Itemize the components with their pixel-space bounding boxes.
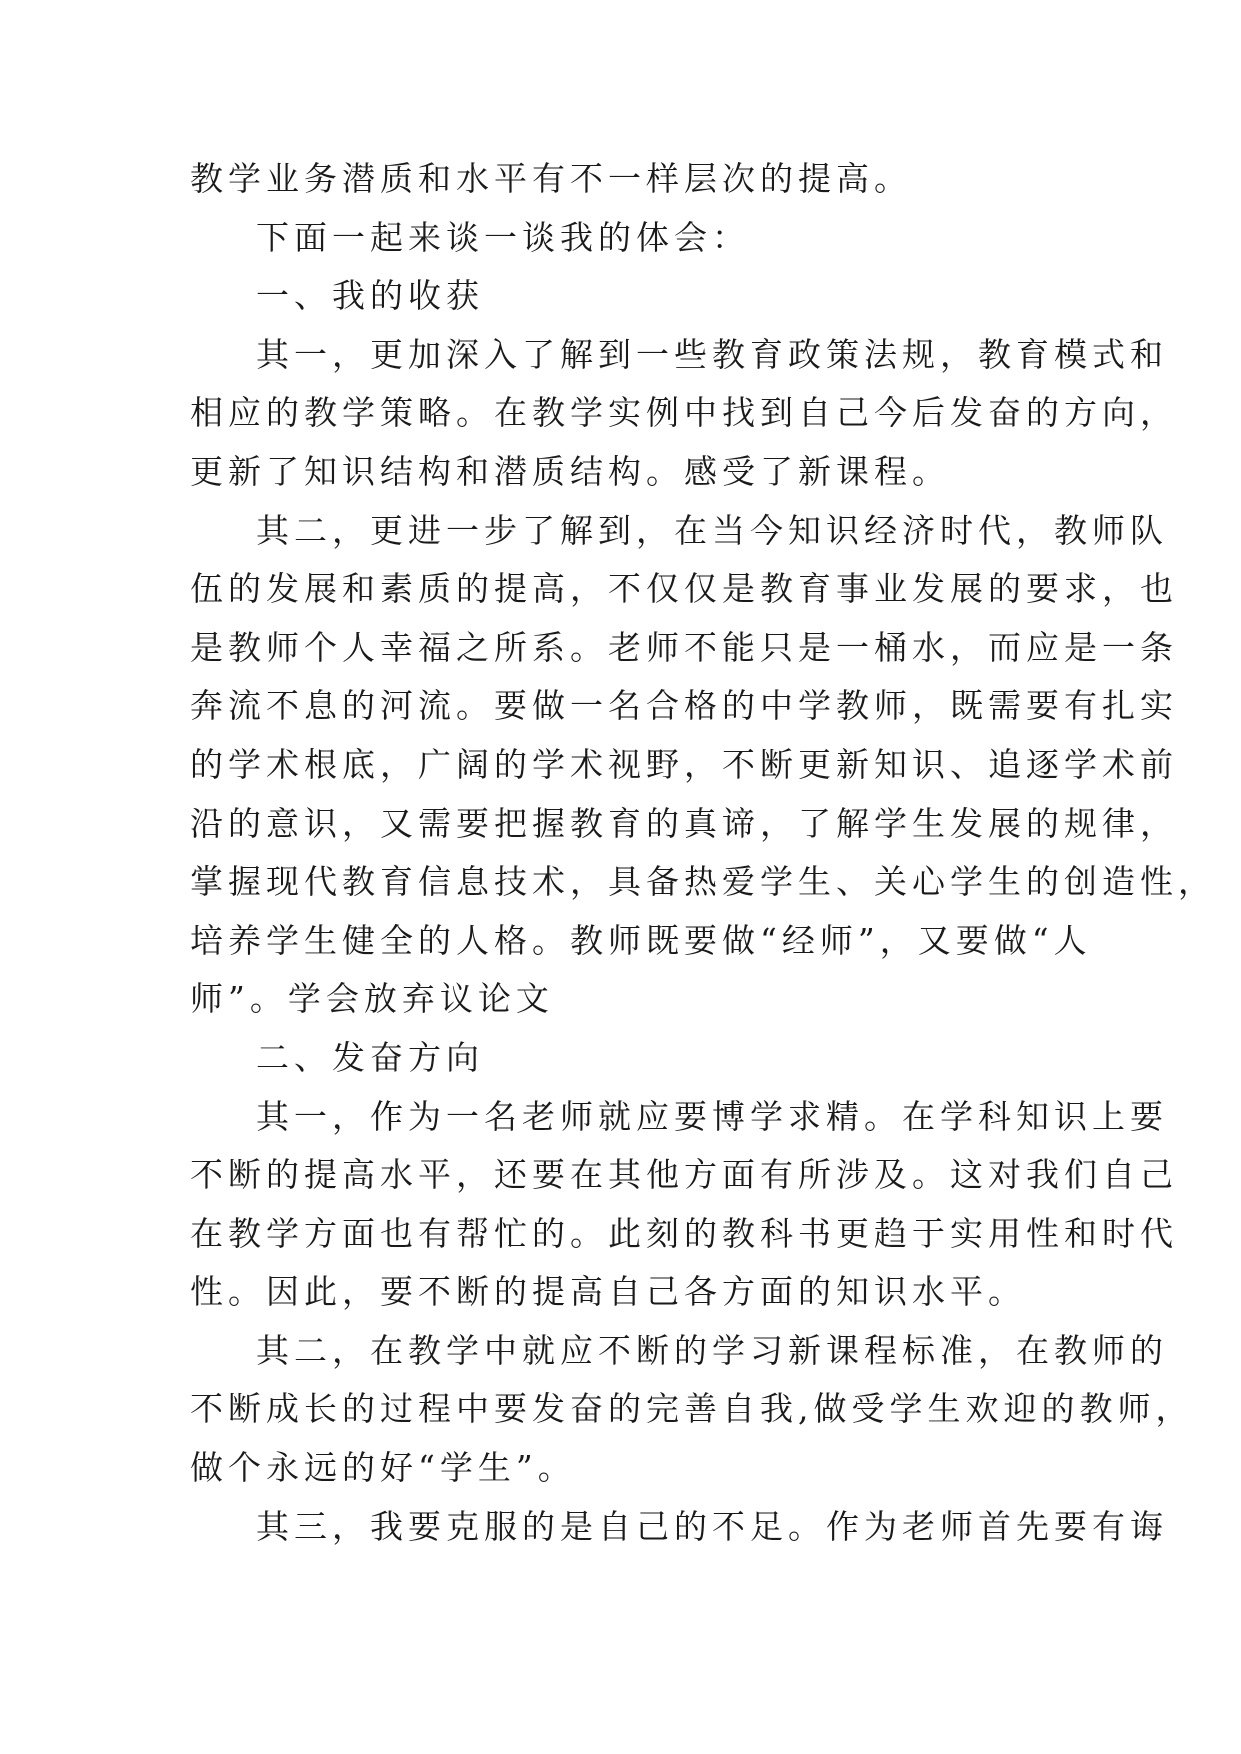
text-line: 其一，作为一名老师就应要博学求精。在学科知识上要 [256, 1096, 1168, 1136]
text-line: 更新了知识结构和潜质结构。感受了新课程。 [190, 451, 950, 491]
text-line: 其二，更进一步了解到，在当今知识经济时代，教师队 [256, 510, 1168, 550]
text-line: 掌握现代教育信息技术，具备热爱学生、关心学生的创造性， [190, 862, 1216, 902]
text-line: 其三，我要克服的是自己的不足。作为老师首先要有诲 [256, 1506, 1168, 1546]
text-line: 其一，更加深入了解到一些教育政策法规，教育模式和 [256, 334, 1168, 374]
text-line: 沿的意识，又需要把握教育的真谛，了解学生发展的规律， [190, 803, 1178, 843]
text-line: 性。因此，要不断的提高自己各方面的知识水平。 [190, 1272, 1026, 1312]
section-heading: 二、发奋方向 [256, 1037, 484, 1077]
text-line: 下面一起来谈一谈我的体会： [256, 217, 750, 257]
text-line: 是教师个人幸福之所系。老师不能只是一桶水，而应是一条 [190, 627, 1178, 667]
text-line: 培养学生健全的人格。教师既要做“经师”，又要做“人 [190, 920, 1092, 960]
text-line: 相应的教学策略。在教学实例中找到自己今后发奋的方向， [190, 393, 1178, 433]
text-line: 不断的提高水平，还要在其他方面有所涉及。这对我们自己 [190, 1155, 1178, 1195]
text-line: 在教学方面也有帮忙的。此刻的教科书更趋于实用性和时代 [190, 1213, 1178, 1253]
body-text [190, 150, 1216, 1556]
text-line: 伍的发展和素质的提高，不仅仅是教育事业发展的要求，也 [190, 569, 1178, 609]
text-line: 其二，在教学中就应不断的学习新课程标准，在教师的 [256, 1330, 1168, 1370]
text-line: 教学业务潜质和水平有不一样层次的提高。 [190, 159, 912, 198]
text-line: 奔流不息的河流。要做一名合格的中学教师，既需要有扎实 [190, 686, 1178, 726]
text-line: 做个永远的好“学生”。 [190, 1448, 576, 1488]
text-line: 不断成长的过程中要发奋的完善自我,做受学生欢迎的教师， [190, 1389, 1194, 1429]
section-heading: 一、我的收获 [256, 276, 484, 316]
text-line: 的学术根底，广阔的学术视野，不断更新知识、追逐学术前 [190, 744, 1178, 784]
text-line: 师”。学会放弃议论文 [190, 979, 554, 1019]
